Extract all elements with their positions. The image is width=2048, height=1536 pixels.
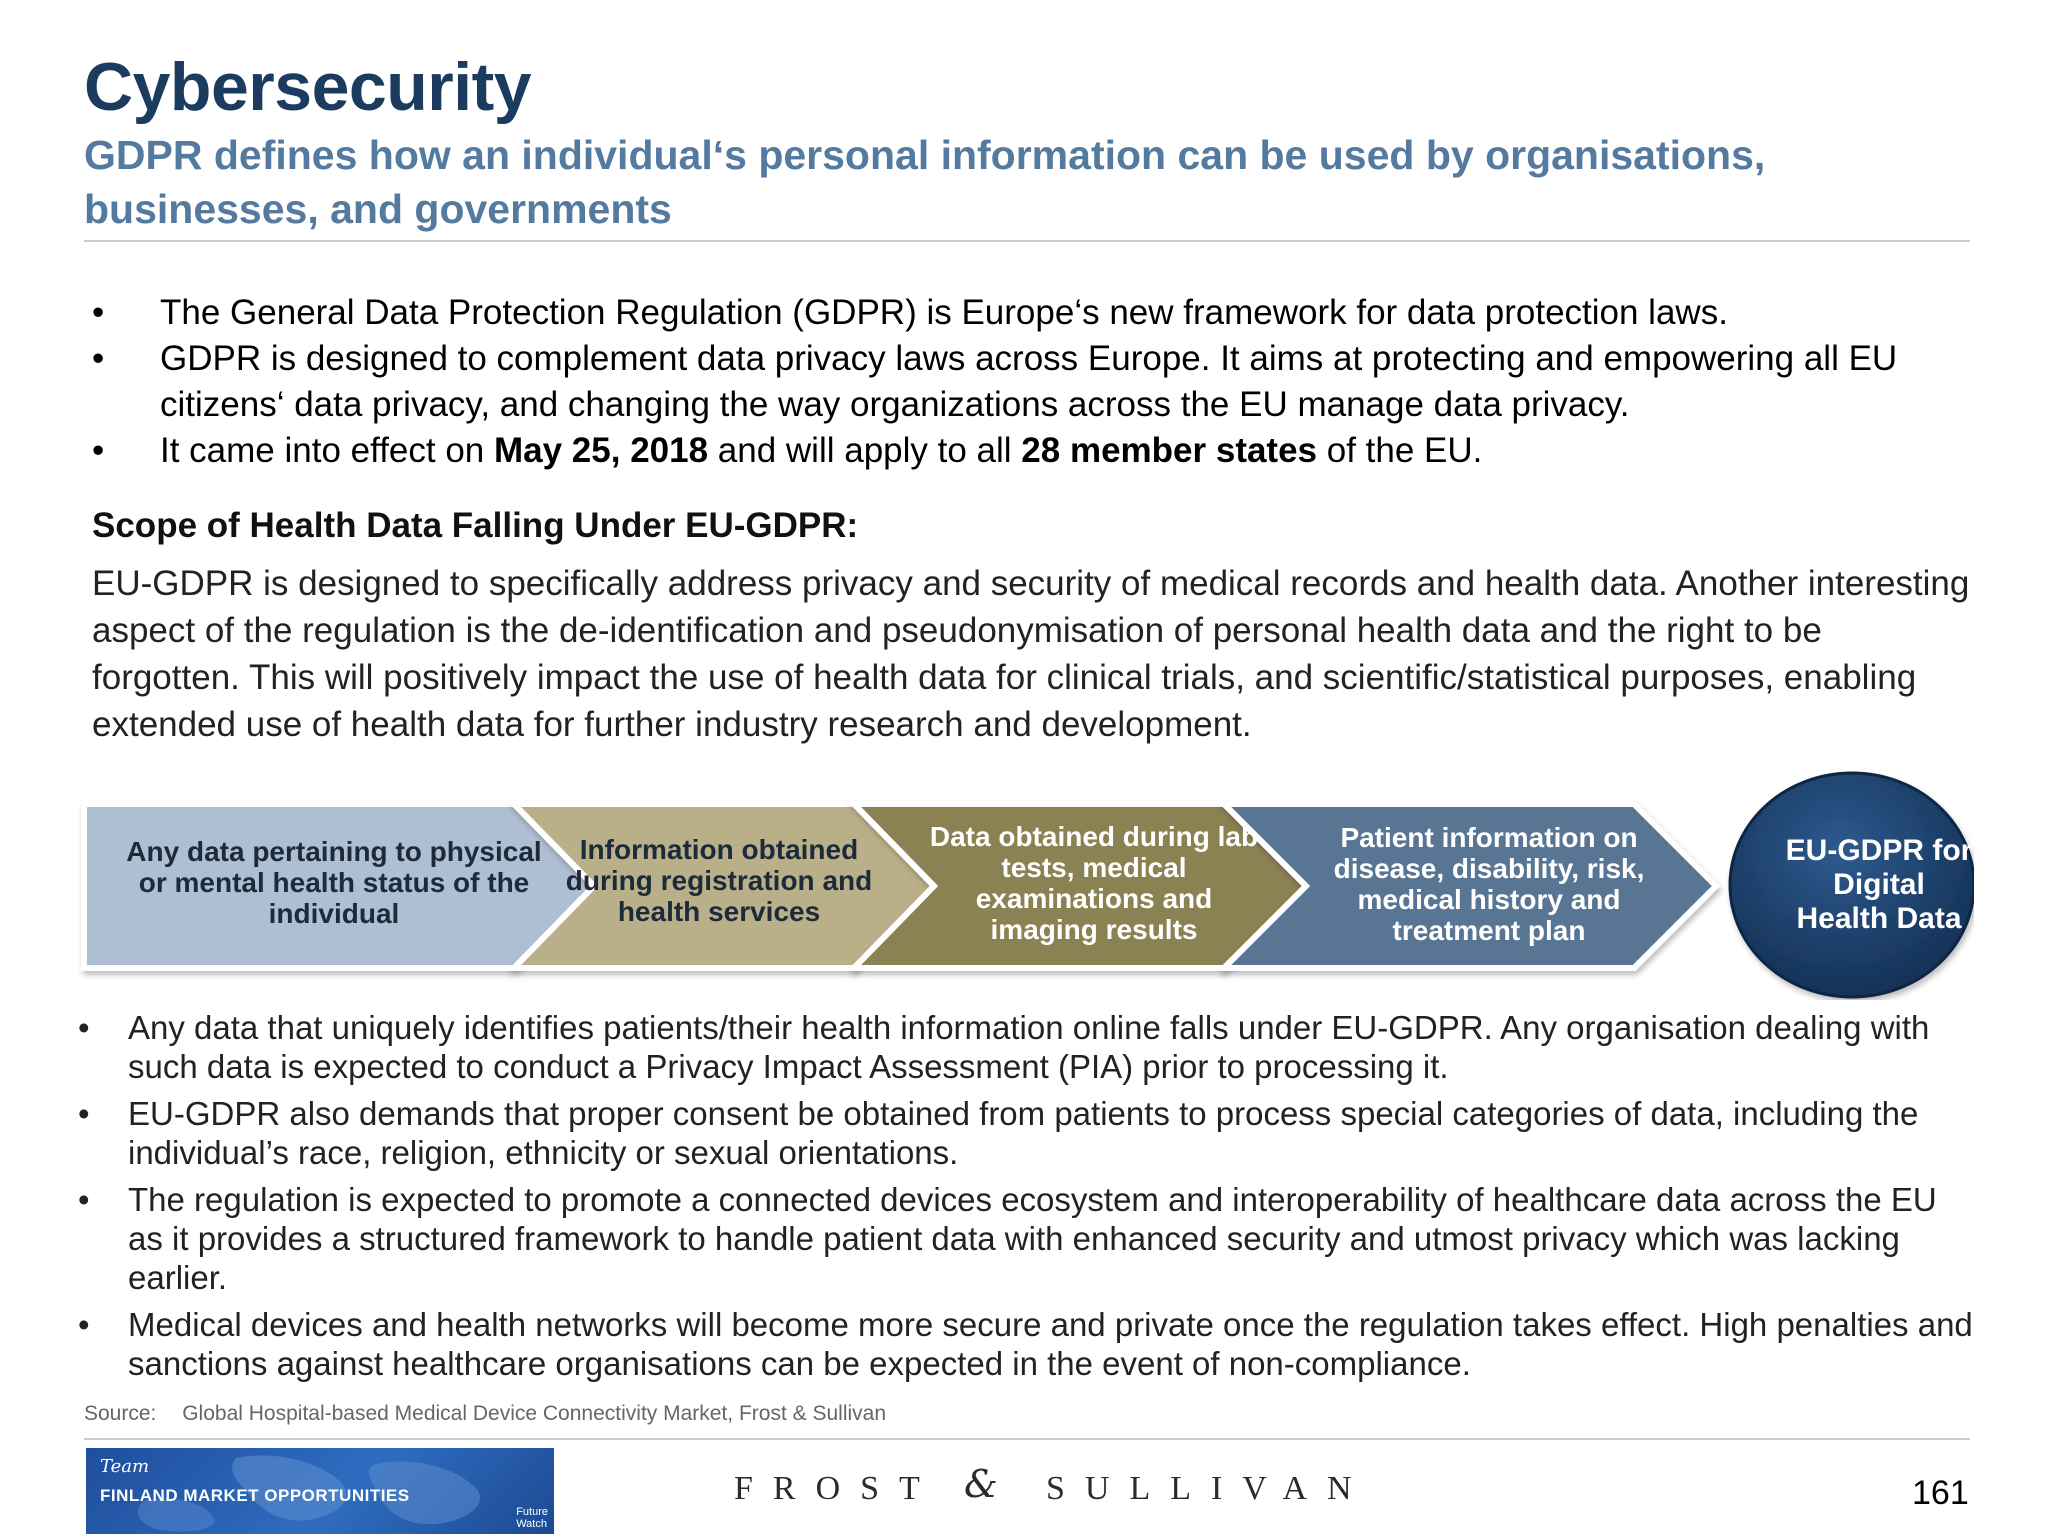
intro-bullet: [84, 428, 1984, 474]
flow-step-3-label: Data obtained during lab tests, medical examinations and imaging results: [929, 821, 1259, 945]
intro-bullet: [84, 290, 1984, 336]
logo-future: Future: [516, 1506, 548, 1518]
logo-team-text: Team: [100, 1456, 150, 1477]
source-note: [84, 1402, 886, 1426]
intro-bullet-text: GDPR is designed to complement data privacy laws across Europe. It aims at protecting and empowering all EU citizens‘ data privacy, and changing the way organizations across the EU manage data privacy.: [160, 339, 1898, 424]
intro-bullet-text: of the EU.: [1317, 431, 1483, 470]
header-divider: [84, 240, 1970, 242]
member-states: 28 member states: [1021, 431, 1318, 470]
intro-bullet-list: [84, 290, 1984, 474]
flow-step-4-label: Patient information on disease, disability, risk, medical history and treatment plan: [1333, 822, 1645, 946]
page-subtitle: GDPR defines how an individual‘s personal information can be used by organisations, businesses, and governments: [84, 132, 1766, 232]
health-data-flow-diagram: [74, 770, 1974, 1000]
logo-future-watch: [516, 1506, 548, 1530]
logo-watch: Watch: [516, 1518, 547, 1530]
flow-step-1-label: Any data pertaining to physical or mental health status of the individual: [126, 835, 542, 929]
page-title: Cybersecurity: [84, 49, 532, 125]
effective-date: May 25, 2018: [494, 431, 709, 470]
detail-bullet: • Any data that uniquely identifies patients/their health information online falls under EU-GDPR. Any organisation dealing with such data is expected to conduct a Privacy Impact Assessment (PIA) prior to processing it.: [76, 1008, 1976, 1086]
detail-bullet: • EU-GDPR also demands that proper consent be obtained from patients to process special categories of data, including the individual’s race, religion, ethnicity or sexual orientations.: [76, 1094, 1976, 1172]
brand-frost: FROST: [734, 1470, 940, 1507]
intro-bullet-text: and will apply to all: [708, 431, 1022, 470]
scope-heading: Scope of Health Data Falling Under EU-GDPR:: [92, 506, 859, 545]
source-text: Global Hospital-based Medical Device Connectivity Market, Frost & Sullivan: [182, 1402, 887, 1425]
detail-bullet-list: [76, 1008, 1976, 1391]
brand-ampersand: &: [964, 1462, 998, 1506]
team-finland-logo: [86, 1448, 554, 1534]
intro-bullet-text: The General Data Protection Regulation (GDPR) is Europe‘s new framework for data protection laws.: [160, 293, 1728, 332]
detail-bullet: • Medical devices and health networks will become more secure and private once the regulation takes effect. High penalties and sanctions against healthcare organisations can be expected in the event of non-compliance.: [76, 1305, 1976, 1383]
scope-paragraph: EU-GDPR is designed to specifically address privacy and security of medical records and health data. Another interesting aspect of the regulation is the de-identification and pseudonymisation of personal health data and the right to be forgotten. This will positively impact the use of health data for clinical trials, and scientific/statistical purposes, enabling extended use of health data for further industry research and development.: [92, 564, 1970, 744]
flow-end-label: EU-GDPR for Digital Health Data: [1785, 834, 1973, 935]
intro-bullet: [84, 336, 1984, 428]
detail-bullet: • The regulation is expected to promote a connected devices ecosystem and interoperability of healthcare data across the EU as it provides a structured framework to handle patient data with enhanced security and utmost privacy which was lacking earlier.: [76, 1180, 1976, 1297]
logo-title: FINLAND MARKET OPPORTUNITIES: [100, 1486, 410, 1505]
footer-divider: [84, 1438, 1970, 1440]
intro-bullet-text: It came into effect on: [160, 431, 494, 470]
page-number: 161: [1912, 1474, 1969, 1512]
brand-sullivan: SULLIVAN: [1046, 1470, 1372, 1507]
flow-step-2-label: Information obtained during registration and health services: [565, 833, 873, 927]
source-label: Source:: [84, 1402, 157, 1425]
